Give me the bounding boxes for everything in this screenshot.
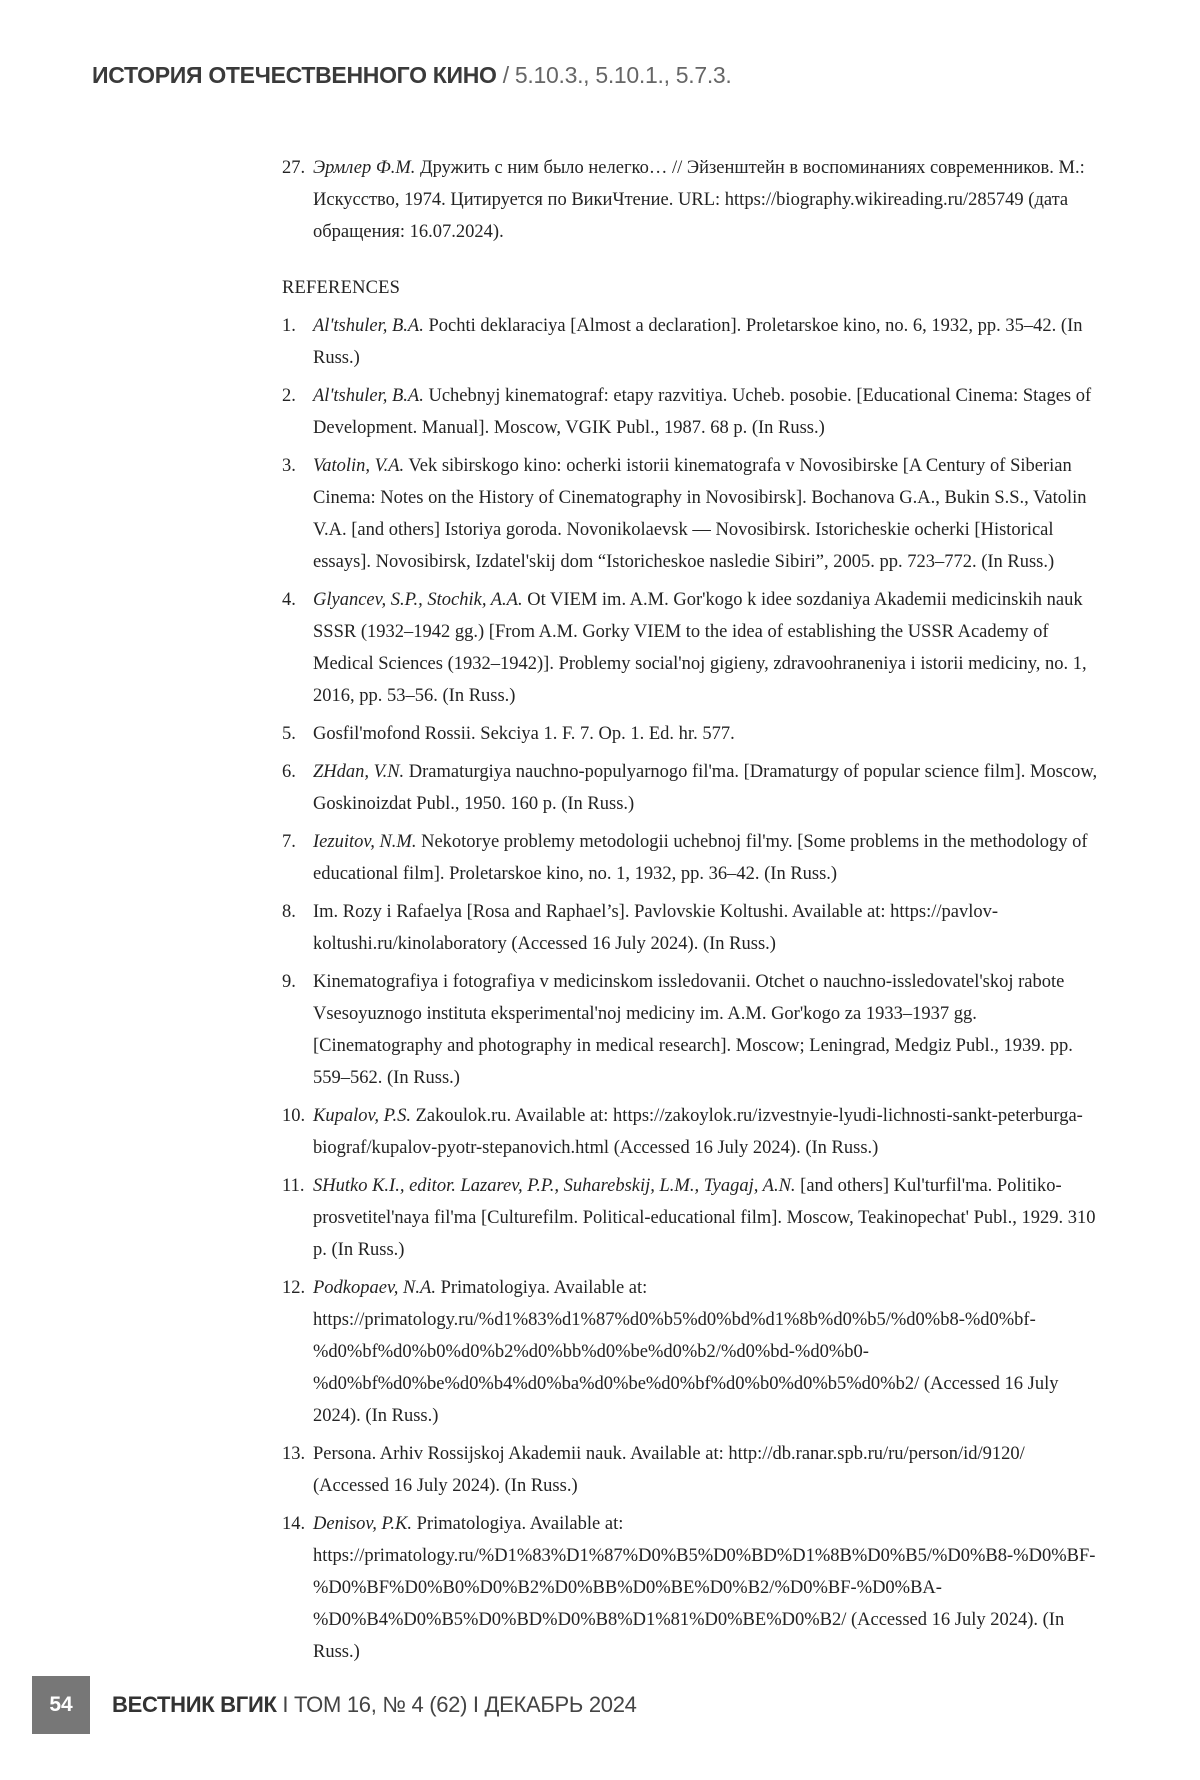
reference-text: Primatologiya. Available at: https://primatology.ru/%d1%83%d1%87%d0%b5%d0%bd%d1%8b%d0%b5/%d0%b8-%d0%bf-%d0%bf%d0%b0%d0%b2%d0%bb%d0%be%d0%b2/%d0%bd-%d0%b0-%d0%bf%d0%be%d0%b4%d0%ba%d0%be%d0%bf%d0%b0%d0%b5%d0%b2/ (Accessed 16 July 2024). (In Russ.) <box>313 1278 1059 1426</box>
reference-item <box>282 380 1098 444</box>
reference-text: Kinematografiya i fotografiya v medicinskom issledovanii. Otchet o nauchno-issledovatel'skoj rabote Vsesoyuznogo instituta eksperimental'noj mediciny im. A.M. Gor'kogo za 1933–1937 gg. [Cinematography and photography in medical research]. Moscow; Leningrad, Medgiz Publ., 1939. pp. 559–562. (In Russ.) <box>313 972 1073 1088</box>
reference-number: 10. <box>282 1106 306 1126</box>
page-footer <box>32 1676 637 1734</box>
reference-item <box>282 1508 1098 1668</box>
reference-author: SHutko K.I., editor. Lazarev, P.P., Suharebskij, L.M., Tyagaj, A.N. <box>313 1176 796 1196</box>
reference-item <box>282 584 1098 712</box>
reference-number: 2. <box>282 386 296 406</box>
reference-author: ZHdan, V.N. <box>313 762 405 782</box>
page-body <box>282 152 1098 1674</box>
references-list <box>282 310 1098 1668</box>
reference-number: 13. <box>282 1444 306 1464</box>
reference-text: Uchebnyj kinematograf: etapy razvitiya. Ucheb. posobie. [Educational Cinema: Stages of Development. Manual]. Moscow, VGIK Publ., 1987. 68 p. (In Russ.) <box>313 386 1092 438</box>
reference-text: Ot VIEM im. A.M. Gor'kogo k idee sozdaniya Akademii medicinskih nauk SSSR (1932–1942 gg.) [From A.M. Gorky VIEM to the idea of establishing the USSR Academy of Medical Sciences (1932–1942)]. Problemy social'noj gigieny, zdravoohraneniya i istorii mediciny, no. 1, 2016, pp. 53–56. (In Russ.) <box>313 590 1087 706</box>
reference-text: Gosfil'mofond Rossii. Sekciya 1. F. 7. Op. 1. Ed. hr. 577. <box>313 724 735 744</box>
reference-number: 4. <box>282 590 296 610</box>
reference-item <box>282 1272 1098 1432</box>
reference-number: 11. <box>282 1176 305 1196</box>
reference-item <box>282 1170 1098 1266</box>
page-number: 54 <box>32 1676 90 1734</box>
reference-text: Persona. Arhiv Rossijskoj Akademii nauk. Available at: http://db.ranar.spb.ru/ru/person/id/9120/ (Accessed 16 July 2024). (In Russ.) <box>313 1444 1025 1496</box>
entry-author: Эрмлер Ф.М. <box>313 158 416 178</box>
reference-item <box>282 718 1098 750</box>
journal-name: ВЕСТНИК ВГИК <box>112 1692 277 1717</box>
reference-number: 1. <box>282 316 296 336</box>
reference-author: Glyancev, S.P., Stochik, A.A. <box>313 590 523 610</box>
reference-author: Al'tshuler, B.A. <box>313 386 424 406</box>
running-header <box>92 62 732 89</box>
reference-item <box>282 826 1098 890</box>
reference-item <box>282 1438 1098 1502</box>
reference-number: 6. <box>282 762 296 782</box>
reference-author: Podkopaev, N.A. <box>313 1278 436 1298</box>
reference-text: Primatologiya. Available at: https://primatology.ru/%D1%83%D1%87%D0%B5%D0%BD%D1%8B%D0%B5/%D0%B8-%D0%BF-%D0%BF%D0%B0%D0%B2%D0%BB%D0%BE%D0%B2/%D0%BF-%D0%BA-%D0%B4%D0%B5%D0%BD%D0%B8%D1%81%D0%BE%D0%B2/ (Accessed 16 July 2024). (In Russ.) <box>313 1514 1096 1662</box>
reference-item <box>282 310 1098 374</box>
reference-item <box>282 756 1098 820</box>
reference-text: Pochti deklaraciya [Almost a declaration]. Proletarskoe kino, no. 6, 1932, pp. 35–42. (In Russ.) <box>313 316 1083 368</box>
section-rubric: ИСТОРИЯ ОТЕЧЕСТВЕННОГО КИНО <box>92 62 497 88</box>
reference-item <box>282 450 1098 578</box>
journal-issue: I ТОМ 16, № 4 (62) I ДЕКАБРЬ 2024 <box>276 1692 637 1717</box>
reference-text: Nekotorye problemy metodologii uchebnoj fil'my. [Some problems in the methodology of educational film]. Proletarskoe kino, no. 1, 1932, pp. 36–42. (In Russ.) <box>313 832 1088 884</box>
reference-number: 9. <box>282 972 296 992</box>
reference-author: Kupalov, P.S. <box>313 1106 411 1126</box>
reference-number: 8. <box>282 902 296 922</box>
reference-text: Dramaturgiya nauchno-populyarnogo fil'ma. [Dramaturgy of popular science film]. Moscow, Goskinoizdat Publ., 1950. 160 p. (In Russ.) <box>313 762 1098 814</box>
entry-number: 27. <box>282 158 306 178</box>
journal-info <box>112 1692 637 1718</box>
reference-author: Iezuitov, N.M. <box>313 832 417 852</box>
entry-text: Дружить с ним было нелегко… // Эйзенштейн в воспоминаниях современников. М.: Искусство, 1974. Цитируется по ВикиЧтение. URL: https://biography.wikireading.ru/285749 (дата обращения: 16.07.2024). <box>313 158 1085 242</box>
reference-item <box>282 896 1098 960</box>
reference-number: 14. <box>282 1514 306 1534</box>
reference-author: Al'tshuler, B.A. <box>313 316 424 336</box>
references-heading: REFERENCES <box>282 278 401 298</box>
reference-text: [and others] Kul'turfil'ma. Politiko-prosvetitel'naya fil'ma [Culturefilm. Political-educational film]. Moscow, Teakinopechat' Publ., 1929. 310 p. (In Russ.) <box>313 1176 1096 1260</box>
reference-number: 7. <box>282 832 296 852</box>
reference-number: 5. <box>282 724 296 744</box>
reference-text: Vek sibirskogo kino: ocherki istorii kinematografa v Novosibirske [A Century of Siberian Cinema: Notes on the History of Cinematography in Novosibirsk]. Bochanova G.A., Bukin S.S., Vatolin V.A. [and others] Istoriya goroda. Novonikolaevsk — Novosibirsk. Istoricheskie ocherki [Historical essays]. Novosibirsk, Izdatel'skij dom “Istoricheskoe nasledie Sibiri”, 2005. pp. 723–772. (In Russ.) <box>313 456 1087 572</box>
reference-author: Denisov, P.K. <box>313 1514 413 1534</box>
reference-text: Im. Rozy i Rafaelya [Rosa and Raphael’s]. Pavlovskie Koltushi. Available at: https://pavlov-koltushi.ru/kinolaboratory (Accessed 16 July 2024). (In Russ.) <box>313 902 999 954</box>
reference-number: 12. <box>282 1278 306 1298</box>
reference-author: Vatolin, V.A. <box>313 456 405 476</box>
classification-codes: / 5.10.3., 5.10.1., 5.7.3. <box>496 62 732 88</box>
bibliography-entry <box>282 152 1098 248</box>
reference-item <box>282 1100 1098 1164</box>
reference-text: Zakoulok.ru. Available at: https://zakoylok.ru/izvestnyie-lyudi-lichnosti-sankt-peterburga-biograf/kupalov-pyotr-stepanovich.html (Accessed 16 July 2024). (In Russ.) <box>313 1106 1083 1158</box>
reference-number: 3. <box>282 456 296 476</box>
reference-item <box>282 966 1098 1094</box>
